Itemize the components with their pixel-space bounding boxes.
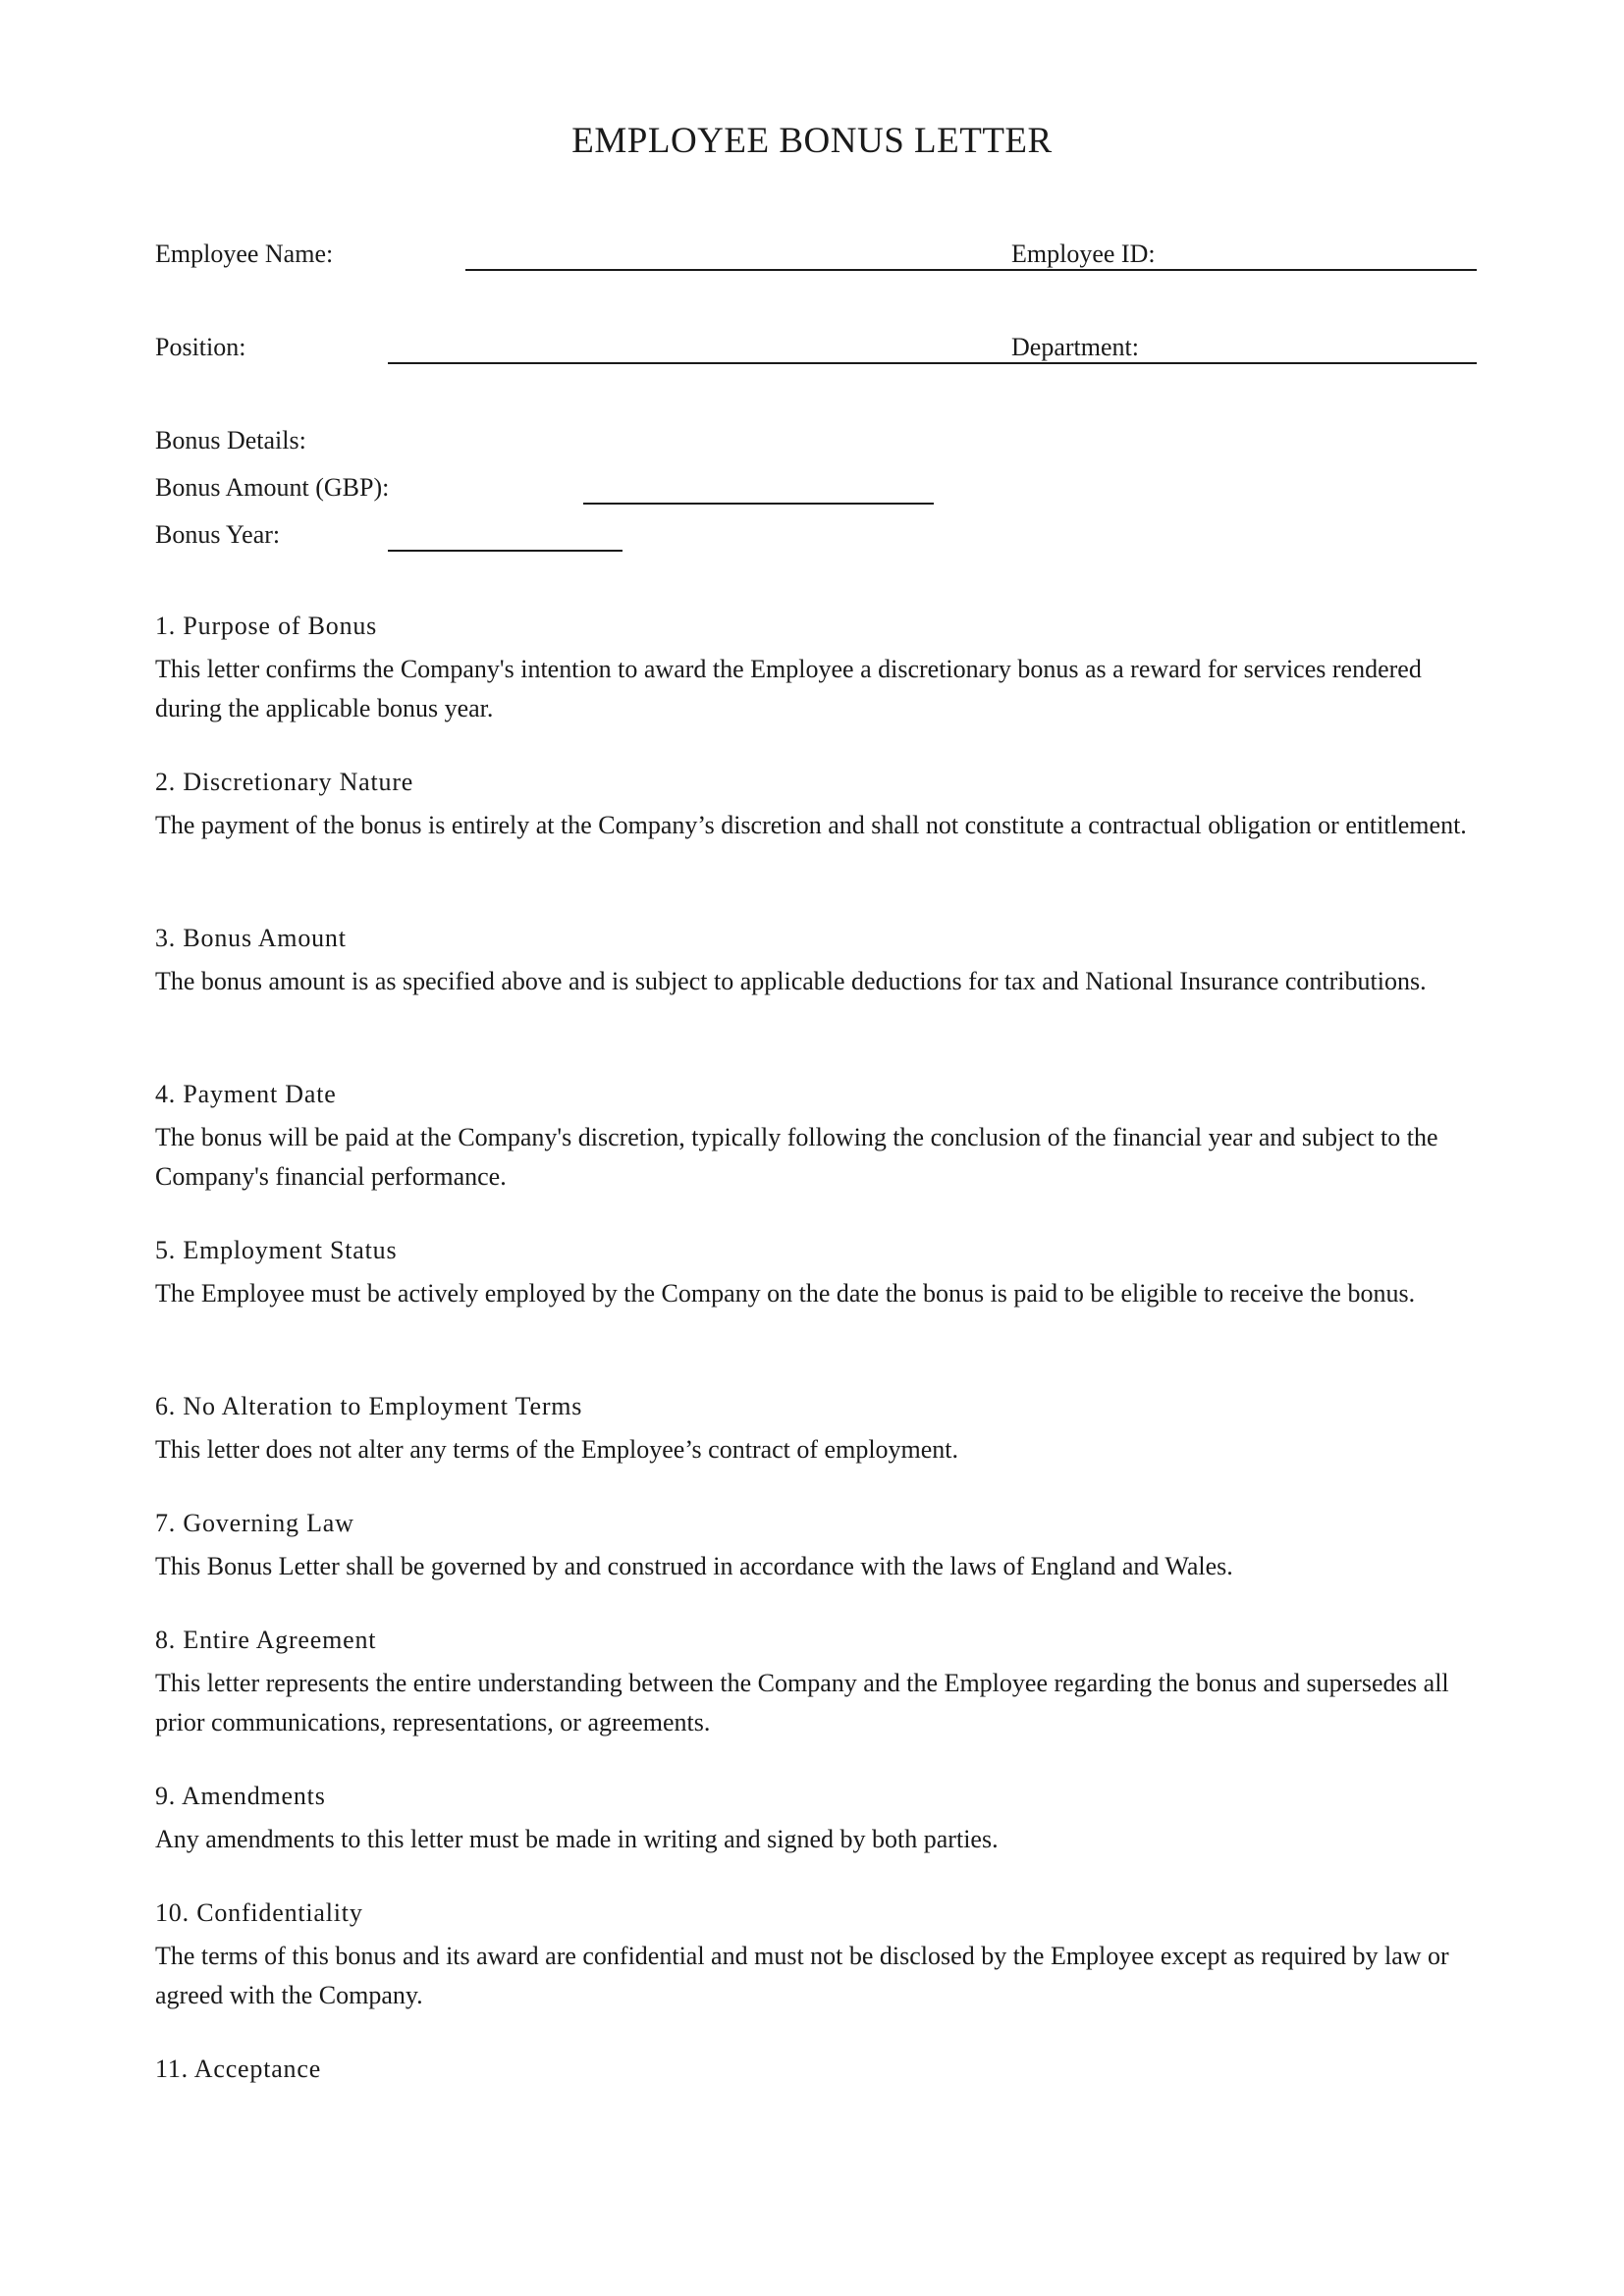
position-label: Position: <box>155 333 246 361</box>
section-body: This letter does not alter any terms of the Employee’s contract of employment. <box>155 1435 959 1464</box>
section-heading: 7. Governing Law <box>155 1509 354 1537</box>
bonus-amount-label: Bonus Amount (GBP): <box>155 473 390 502</box>
employee-name-label: Employee Name: <box>155 240 334 268</box>
section-employment-status <box>155 1235 1481 1313</box>
section-acceptance <box>155 2054 1481 2093</box>
section-body: The payment of the bonus is entirely at the Company’s discretion and shall not constitute a contractual obligation or entitlement. <box>155 811 1467 839</box>
department-field[interactable] <box>986 362 1477 364</box>
section-heading: 8. Entire Agreement <box>155 1626 377 1654</box>
section-body: This letter confirms the Company's intention to award the Employee a discretionary bonus as a reward for services rendered during the applicable bonus year. <box>155 655 1422 722</box>
section-body: This Bonus Letter shall be governed by and construed in accordance with the laws of England and Wales. <box>155 1552 1233 1580</box>
position-field[interactable] <box>388 362 986 364</box>
page-title: EMPLOYEE BONUS LETTER <box>571 121 1053 161</box>
section-heading: 2. Discretionary Nature <box>155 768 414 796</box>
section-heading: 4. Payment Date <box>155 1080 337 1108</box>
section-body: The bonus will be paid at the Company's discretion, typically following the conclusion of the financial year and subject to the Company's financial performance. <box>155 1123 1438 1191</box>
section-body: Any amendments to this letter must be made in writing and signed by both parties. <box>155 1825 999 1853</box>
section-body: The terms of this bonus and its award are confidential and must not be disclosed by the Employee except as required by law or agreed with the Company. <box>155 1942 1449 2009</box>
section-heading: 10. Confidentiality <box>155 1898 363 1927</box>
section-heading: 3. Bonus Amount <box>155 924 347 952</box>
bonus-year-label: Bonus Year: <box>155 520 281 549</box>
section-body: The bonus amount is as specified above and is subject to applicable deductions for tax and National Insurance contributions. <box>155 967 1427 995</box>
section-heading: 9. Amendments <box>155 1782 326 1810</box>
section-governing-law <box>155 1508 1481 1586</box>
bonus-year-field[interactable] <box>388 550 623 552</box>
employee-id-field[interactable] <box>986 269 1477 271</box>
department-label: Department: <box>1011 333 1139 361</box>
employee-id-label: Employee ID: <box>1011 240 1156 268</box>
section-body: This letter represents the entire understanding between the Company and the Employee regarding the bonus and supersedes all prior communications, representations, or agreements. <box>155 1669 1449 1736</box>
section-purpose <box>155 611 1481 728</box>
section-heading: 5. Employment Status <box>155 1236 398 1264</box>
section-heading: 11. Acceptance <box>155 2055 322 2083</box>
section-confidentiality <box>155 1897 1481 2015</box>
section-discretionary-nature <box>155 767 1481 845</box>
bonus-details-label: Bonus Details: <box>155 426 306 454</box>
section-bonus-amount <box>155 923 1481 1001</box>
section-no-alteration <box>155 1391 1481 1469</box>
bonus-amount-field[interactable] <box>583 503 934 505</box>
section-amendments <box>155 1781 1481 1859</box>
section-heading: 1. Purpose of Bonus <box>155 612 378 640</box>
section-heading: 6. No Alteration to Employment Terms <box>155 1392 583 1420</box>
section-body: The Employee must be actively employed by the Company on the date the bonus is paid to be eligible to receive the bonus. <box>155 1279 1416 1308</box>
section-payment-date <box>155 1079 1481 1197</box>
employee-name-field[interactable] <box>465 269 986 271</box>
section-entire-agreement <box>155 1625 1481 1742</box>
